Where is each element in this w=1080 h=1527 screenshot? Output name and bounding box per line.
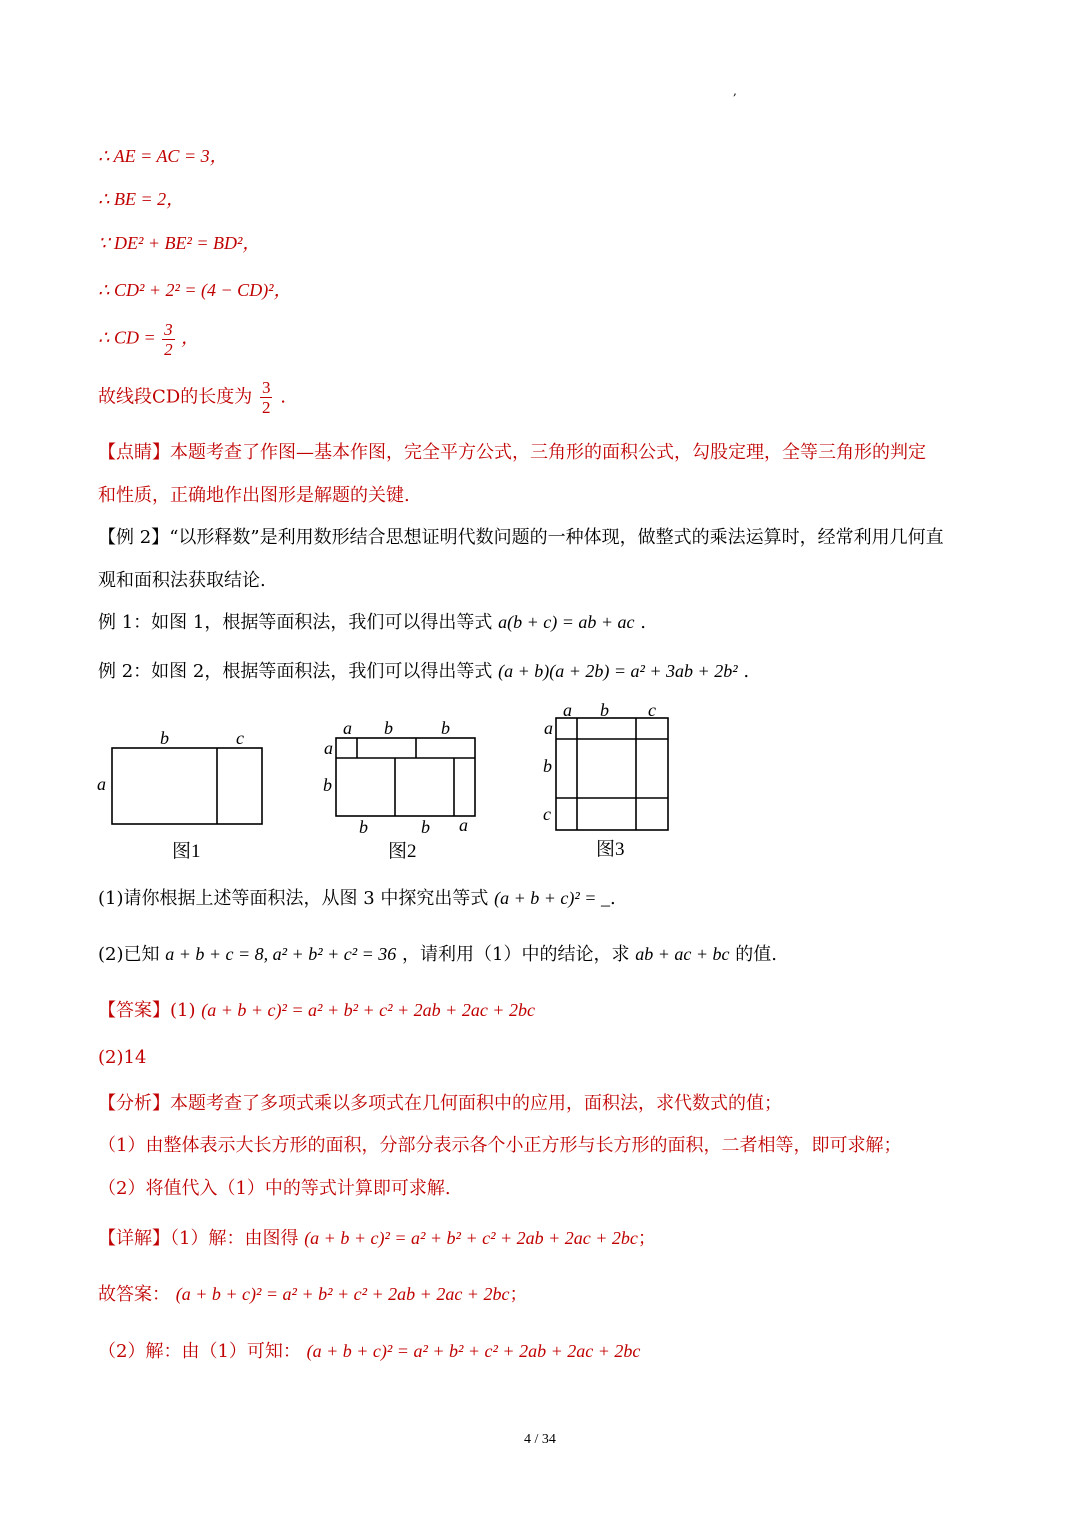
example2-label: 【例 2】	[98, 527, 170, 548]
fig3-left-c: c	[543, 804, 551, 824]
answer-part1-formula: (a + b + c)² = a² + b² + c² + 2ab + 2ac + 2bc	[201, 1000, 535, 1020]
example1-formula: a(b + c) = ab + ac	[498, 612, 635, 632]
detail-line-1-text: （1）解：由图得	[170, 1228, 299, 1249]
example2-text: 例 2：如图 2，根据等面积法，我们可以得出等式	[98, 661, 493, 682]
conclusion-suffix: .	[280, 386, 286, 408]
fig2-bot-b2: b	[421, 817, 430, 837]
detail-label: 【详解】	[98, 1228, 170, 1249]
page-number: 4 / 34	[524, 1432, 556, 1447]
conclusion-prefix: 故线段CD的长度为	[98, 386, 253, 408]
question-2-end: 的值.	[735, 944, 777, 965]
question-1	[98, 884, 616, 910]
question-1-text: (1)请你根据上述等面积法，从图 3 中探究出等式	[98, 888, 489, 909]
detail-line-3	[98, 1337, 640, 1363]
fig3-top-c: c	[648, 700, 656, 720]
fig2-bot-a: a	[459, 815, 468, 835]
answer-line-1	[98, 996, 535, 1022]
cd-fraction-numerator: 3	[164, 320, 173, 339]
example2-text-1: “以形释数”是利用数形结合思想证明代数问题的一种体现，做整式的乘法运算时，经常利用几何直	[169, 527, 944, 548]
conclusion-fraction-denominator: 2	[261, 398, 271, 417]
fig2-left-b: b	[323, 775, 332, 795]
answer-part2: (2)14	[98, 1047, 147, 1068]
example2-line-2: 观和面积法获取结论.	[98, 570, 266, 591]
fig1-label-a: a	[97, 774, 106, 794]
solution-line-3: ∵ DE² + BE² = BD²，	[98, 233, 261, 253]
fig1-label-b: b	[160, 728, 169, 748]
detail-line-2	[98, 1280, 527, 1306]
detail-line-3-text: （2）解：由（1）可知：	[98, 1341, 301, 1362]
analysis-line-2: （1）由整体表示大长方形的面积，分部分表示各个小正方形与长方形的面积，二者相等，即可求解；	[98, 1135, 902, 1156]
detail-line-3-formula: (a + b + c)² = a² + b² + c² + 2ab + 2ac + 2bc	[306, 1341, 641, 1361]
detail-line-2-text: 故答案：	[98, 1284, 170, 1305]
example1-end: .	[640, 612, 646, 633]
question-2	[98, 940, 777, 966]
fig1-outer-rect	[112, 748, 262, 824]
fig3-top-a: a	[563, 700, 572, 720]
header-tick: ,	[733, 84, 737, 98]
question-2-text-2: ，请利用（1）中的结论，求	[402, 944, 630, 965]
fig2-caption: 图2	[388, 841, 417, 862]
fig2-top-a: a	[343, 718, 352, 738]
analysis-line-3: （2）将值代入（1）中的等式计算即可求解.	[98, 1178, 451, 1199]
example2-end: .	[743, 661, 750, 682]
fig1-caption: 图1	[172, 841, 201, 862]
question-1-end: .	[609, 888, 616, 909]
question-1-formula: (a + b + c)² = _	[494, 888, 610, 908]
solution-line-1: ∴ AE = AC = 3，	[98, 146, 228, 166]
fig3-outer-rect	[556, 718, 668, 830]
answer-part1-label: (1)	[170, 1000, 196, 1021]
example1-text: 例 1：如图 1，根据等面积法，我们可以得出等式	[98, 612, 493, 633]
example2-formula: (a + b)(a + 2b) = a² + 3ab + 2b²	[498, 661, 738, 681]
comment-label: 【点睛】	[98, 442, 170, 463]
question-2-formula-2: ab + ac + bc	[635, 944, 730, 964]
solution-line-2: ∴ BE = 2，	[98, 189, 185, 209]
comment-text-1: 本题考查了作图—基本作图，完全平方公式，三角形的面积公式，勾股定理，全等三角形的判定	[170, 442, 926, 463]
fig2-top-b2: b	[441, 718, 450, 738]
comment-line-2: 和性质，正确地作出图形是解题的关键.	[98, 485, 410, 506]
question-2-text: (2)已知	[98, 944, 160, 965]
detail-line-1-end: ；	[637, 1228, 656, 1249]
analysis-line-1	[98, 1089, 782, 1115]
detail-line-1-formula: (a + b + c)² = a² + b² + c² + 2ab + 2ac + 2bc	[304, 1228, 638, 1248]
conclusion-fraction-numerator: 3	[261, 378, 271, 397]
cd-fraction-denominator: 2	[164, 340, 173, 359]
detail-line-2-formula: (a + b + c)² = a² + b² + c² + 2ab + 2ac + 2bc	[175, 1284, 510, 1304]
solution-line-4: ∴ CD² + 2² = (4 − CD)²，	[98, 280, 292, 300]
cd-prefix: ∴ CD =	[98, 327, 156, 348]
fig1-label-c: c	[236, 728, 244, 748]
answer-label: 【答案】	[98, 1000, 170, 1021]
fig3-left-b: b	[543, 756, 552, 776]
fig3-caption: 图3	[596, 839, 625, 860]
fig2-bot-b1: b	[359, 817, 368, 837]
question-2-formula: a + b + c = 8, a² + b² + c² = 36	[165, 944, 397, 964]
analysis-label: 【分析】	[98, 1093, 170, 1114]
fig3-top-b: b	[600, 700, 609, 720]
detail-line-2-end: ；	[509, 1284, 528, 1305]
cd-suffix: ，	[181, 327, 200, 348]
detail-line-1	[98, 1224, 656, 1250]
fig2-top-b1: b	[384, 718, 393, 738]
fig2-left-a: a	[324, 738, 333, 758]
analysis-text-1: 本题考查了多项式乘以多项式在几何面积中的应用，面积法，求代数式的值；	[170, 1093, 782, 1114]
fig3-left-a: a	[544, 718, 553, 738]
